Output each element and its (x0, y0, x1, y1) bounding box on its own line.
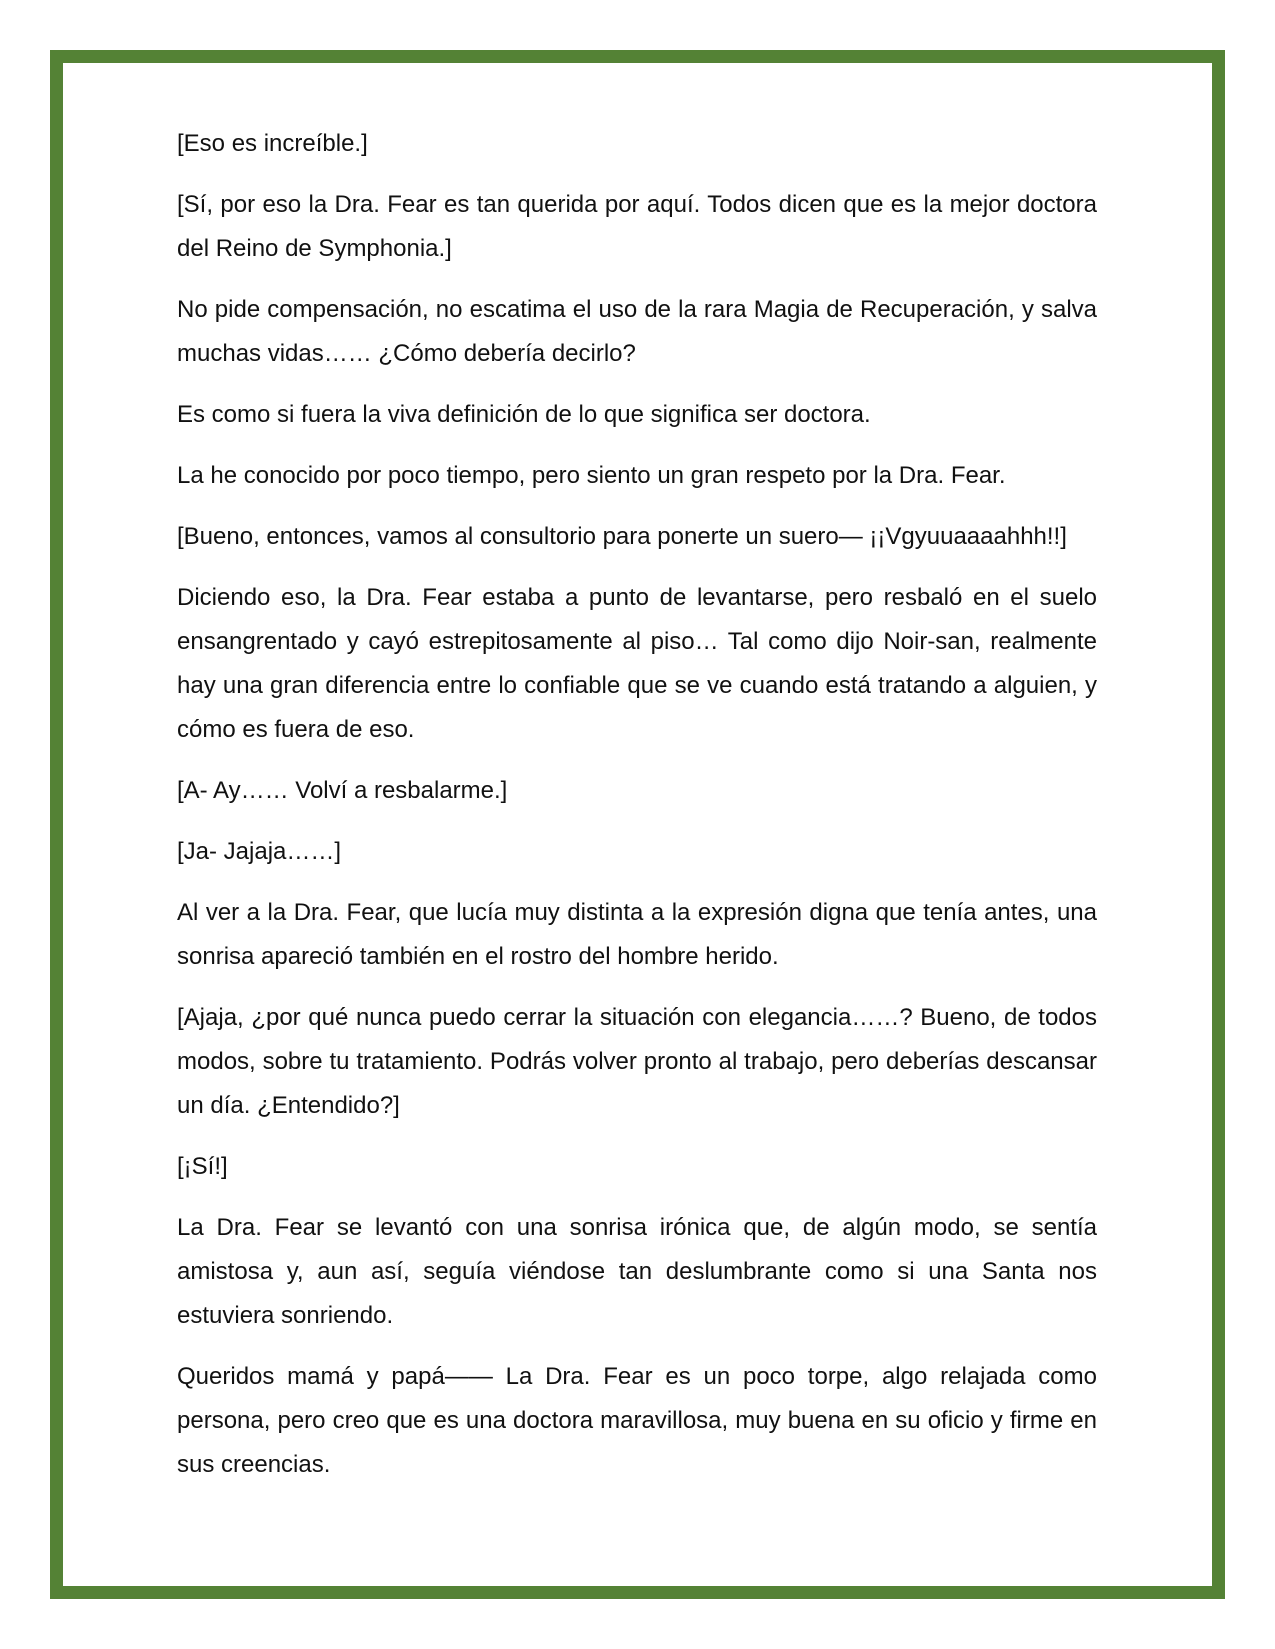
paragraph: [¡Sí!] (177, 1153, 228, 1180)
paragraph: Queridos mamá y papá—— La Dra. Fear es un poco torpe, algo relajada como persona, pero creo que es una doctora maravillosa, muy buena en su oficio y firme en sus creencias. (177, 1363, 1097, 1478)
document-body (177, 122, 1097, 1504)
paragraph: Al ver a la Dra. Fear, que lucía muy distinta a la expresión digna que tenía antes, una sonrisa apareció también en el rostro del hombre herido. (177, 899, 1097, 970)
paragraph: No pide compensación, no escatima el uso de la rara Magia de Recuperación, y salva muchas vidas…… ¿Cómo debería decirlo? (177, 296, 1097, 367)
paragraph: [A- Ay…… Volví a resbalarme.] (177, 777, 508, 804)
paragraph: [Eso es increíble.] (177, 130, 368, 157)
paragraph: [Ja- Jajaja……] (177, 838, 342, 865)
paragraph: La he conocido por poco tiempo, pero siento un gran respeto por la Dra. Fear. (177, 462, 1006, 489)
paragraph: [Bueno, entonces, vamos al consultorio para ponerte un suero— ¡¡Vgyuuaaaahhh!!] (177, 523, 1067, 550)
paragraph: [Ajaja, ¿por qué nunca puedo cerrar la situación con elegancia……? Bueno, de todos modos, sobre tu tratamiento. Podrás volver pronto al trabajo, pero deberías descansar un día. ¿Entendido?] (177, 1004, 1097, 1119)
paragraph: [Sí, por eso la Dra. Fear es tan querida por aquí. Todos dicen que es la mejor doctora del Reino de Symphonia.] (177, 191, 1097, 262)
paragraph: Es como si fuera la viva definición de lo que significa ser doctora. (177, 401, 871, 428)
paragraph: La Dra. Fear se levantó con una sonrisa irónica que, de algún modo, se sentía amistosa y, aun así, seguía viéndose tan deslumbrante como si una Santa nos estuviera sonriendo. (177, 1214, 1097, 1329)
paragraph: Diciendo eso, la Dra. Fear estaba a punto de levantarse, pero resbaló en el suelo ensangrentado y cayó estrepitosamente al piso… Tal como dijo Noir-san, realmente hay una gran diferencia entre lo confiable que se ve cuando está tratando a alguien, y cómo es fuera de eso. (177, 584, 1097, 743)
